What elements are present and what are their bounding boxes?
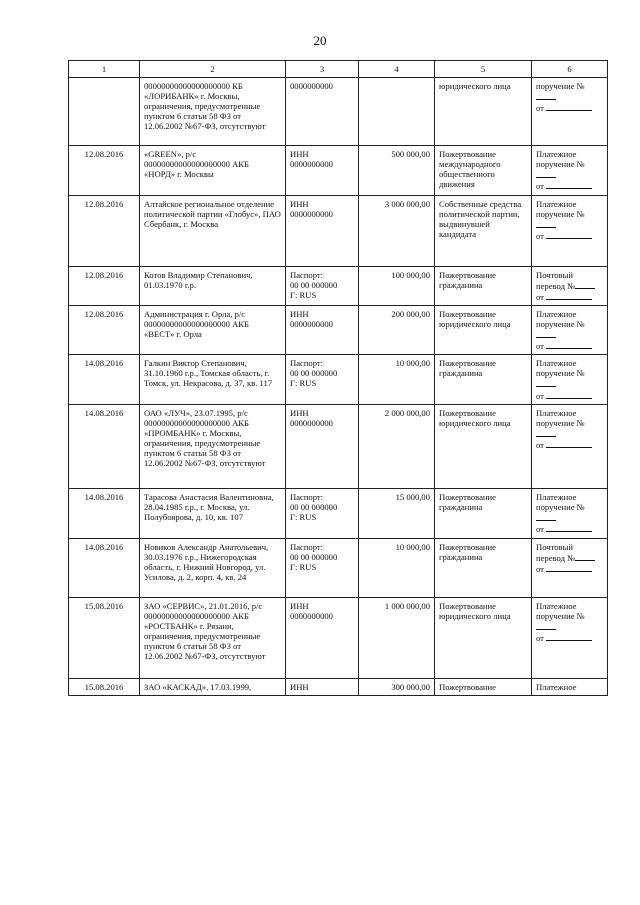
- kind-cell: Пожертвование гражданина: [435, 355, 532, 404]
- document-type: Платежное поручение №: [536, 309, 585, 330]
- document-type: Платежное поручение №: [536, 149, 585, 170]
- date-blank: [546, 563, 592, 572]
- number-blank: [536, 378, 556, 387]
- document-date-label: от: [536, 292, 544, 303]
- document-cell: [532, 678, 608, 695]
- date-cell: 14.08.2016: [69, 404, 140, 488]
- document-date-label: от: [536, 103, 544, 114]
- document-date-label: от: [536, 390, 544, 401]
- date-cell: 12.08.2016: [69, 306, 140, 355]
- document-cell: [532, 146, 608, 196]
- amount-cell: [359, 78, 435, 146]
- id-cell: ИНН: [286, 678, 359, 695]
- date-cell: 14.08.2016: [69, 355, 140, 404]
- number-blank: [536, 91, 556, 100]
- document-cell: [532, 355, 608, 404]
- id-cell: ИНН 0000000000: [286, 597, 359, 678]
- document-date-label: от: [536, 563, 544, 574]
- date-blank: [546, 291, 592, 300]
- date-blank: [546, 340, 592, 349]
- document-cell: [532, 78, 608, 146]
- table-row: [69, 538, 608, 597]
- payer-cell: ЗАО «СЕРВИС», 21.01.2016, р/с 00000000000000000000 АКБ «РОСТБАНК» г. Рязани, ограничения, предусмотренные пунктом 6 статьи 58 ФЗ от 12.06.2002 №67-ФЗ, отсутствуют: [140, 597, 286, 678]
- date-blank: [546, 230, 592, 239]
- payer-cell: Администрация г. Орла, р/с 00000000000000000000 АКБ «ВЕСТ» г. Орла: [140, 306, 286, 355]
- document-cell: [532, 267, 608, 306]
- column-header: 5: [435, 61, 532, 78]
- id-cell: Паспорт: 00 00 000000 Г: RUS: [286, 355, 359, 404]
- id-cell: Паспорт: 00 00 000000 Г: RUS: [286, 538, 359, 597]
- amount-cell: 100 000,00: [359, 267, 435, 306]
- kind-cell: Пожертвование международного общественного движения: [435, 146, 532, 196]
- amount-cell: 2 000 000,00: [359, 404, 435, 488]
- table-row: [69, 146, 608, 196]
- document-type: Почтовый перевод №: [536, 541, 576, 563]
- document-cell: [532, 597, 608, 678]
- amount-cell: 15 000,00: [359, 488, 435, 538]
- column-header: 3: [286, 61, 359, 78]
- table-row: [69, 306, 608, 355]
- payer-cell: Галкин Виктор Степанович, 31.10.1960 г.р., Томская область, г. Томск, ул. Некрасова, д. 37, кв. 117: [140, 355, 286, 404]
- kind-cell: Пожертвование: [435, 678, 532, 695]
- payer-cell: Котов Владимир Степанович, 01.03.1970 г.р.: [140, 267, 286, 306]
- number-blank: [575, 280, 595, 289]
- number-blank: [536, 512, 556, 521]
- amount-cell: 1 000 000,00: [359, 597, 435, 678]
- date-blank: [546, 632, 592, 641]
- table-row: [69, 196, 608, 267]
- amount-cell: 300 000,00: [359, 678, 435, 695]
- table-row: [69, 267, 608, 306]
- document-date-label: от: [536, 341, 544, 352]
- table-row: [69, 355, 608, 404]
- table-row: [69, 404, 608, 488]
- id-cell: ИНН 0000000000: [286, 404, 359, 488]
- payer-cell: 00000000000000000000 КБ «ЛОРИБАНК» г. Москвы, ограничения, предусмотренные пунктом 6 статьи 58 ФЗ от 12.06.2002 №67-ФЗ, отсутствуют: [140, 78, 286, 146]
- document-cell: [532, 538, 608, 597]
- number-blank: [536, 219, 556, 228]
- kind-cell: Пожертвование гражданина: [435, 267, 532, 306]
- document-type: Платежное поручение №: [536, 491, 585, 512]
- document-type: Платежное: [536, 681, 577, 692]
- table-row: [69, 488, 608, 538]
- amount-cell: 3 000 000,00: [359, 196, 435, 267]
- document-date-label: от: [536, 632, 544, 643]
- page-number: 20: [313, 33, 327, 48]
- header-row: [69, 61, 608, 78]
- kind-cell: Пожертвование юридического лица: [435, 597, 532, 678]
- amount-cell: 10 000,00: [359, 355, 435, 404]
- document-cell: [532, 488, 608, 538]
- date-cell: 15.08.2016: [69, 597, 140, 678]
- document-type: Почтовый перевод №: [536, 270, 576, 292]
- table-row: [69, 678, 608, 695]
- date-blank: [546, 523, 592, 532]
- id-cell: ИНН 0000000000: [286, 196, 359, 267]
- document-cell: [532, 196, 608, 267]
- number-blank: [536, 329, 556, 338]
- id-cell: ИНН 0000000000: [286, 306, 359, 355]
- kind-cell: Пожертвование юридического лица: [435, 306, 532, 355]
- table-row: [69, 597, 608, 678]
- id-cell: 0000000000: [286, 78, 359, 146]
- payer-cell: ОАО «ЛУЧ», 23.07.1995, р/с 00000000000000000000 АКБ «ПРОМБАНК» г. Москвы, ограничения, предусмотренные пунктом 6 статьи 58 ФЗ от 12.06.2002 №67-ФЗ, отсутствуют: [140, 404, 286, 488]
- id-cell: ИНН 0000000000: [286, 146, 359, 196]
- number-blank: [575, 552, 595, 561]
- payer-cell: Новиков Александр Анатольевич, 30.03.1976 г.р., Нижегородская область, г. Нижний Новгород, ул. Усилова, д. 2, корп. 4, кв. 24: [140, 538, 286, 597]
- kind-cell: Пожертвование гражданина: [435, 538, 532, 597]
- document-type: Платежное поручение №: [536, 407, 585, 428]
- document-type: Платежное поручение №: [536, 199, 585, 220]
- id-cell: Паспорт: 00 00 000000 Г: RUS: [286, 488, 359, 538]
- id-cell: Паспорт: 00 00 000000 Г: RUS: [286, 267, 359, 306]
- document-date-label: от: [536, 523, 544, 534]
- document-type: поручение №: [536, 81, 585, 92]
- date-cell: 15.08.2016: [69, 678, 140, 695]
- date-blank: [546, 180, 592, 189]
- date-blank: [546, 439, 592, 448]
- date-cell: [69, 78, 140, 146]
- document-date-label: от: [536, 439, 544, 450]
- document-cell: [532, 404, 608, 488]
- payer-cell: «GREEN», р/с 00000000000000000000 АКБ «НОРД» г. Москвы: [140, 146, 286, 196]
- table-row: [69, 78, 608, 146]
- kind-cell: Собственные средства политической партии, выдвинувшей кандидата: [435, 196, 532, 267]
- payer-cell: ЗАО «КАСКАД», 17.03.1999,: [140, 678, 286, 695]
- document-cell: [532, 306, 608, 355]
- document-date-label: от: [536, 231, 544, 242]
- date-cell: 12.08.2016: [69, 146, 140, 196]
- column-header: 4: [359, 61, 435, 78]
- date-blank: [546, 390, 592, 399]
- payer-cell: Тарасова Анастасия Валентиновна, 28.04.1985 г.р., г. Москва, ул. Полубоярова, д. 10, кв. 107: [140, 488, 286, 538]
- amount-cell: 200 000,00: [359, 306, 435, 355]
- date-cell: 12.08.2016: [69, 196, 140, 267]
- payer-cell: Алтайское региональное отделение политической партии «Глобус», ПАО Сбербанк, г. Москва: [140, 196, 286, 267]
- kind-cell: Пожертвование гражданина: [435, 488, 532, 538]
- kind-cell: юридического лица: [435, 78, 532, 146]
- date-cell: 14.08.2016: [69, 538, 140, 597]
- number-blank: [536, 169, 556, 178]
- document-date-label: от: [536, 181, 544, 192]
- donations-table: [68, 60, 608, 696]
- column-header: 1: [69, 61, 140, 78]
- column-header: 6: [532, 61, 608, 78]
- kind-cell: Пожертвование юридического лица: [435, 404, 532, 488]
- number-blank: [536, 621, 556, 630]
- date-cell: 12.08.2016: [69, 267, 140, 306]
- document-type: Платежное поручение №: [536, 600, 585, 621]
- date-blank: [546, 102, 592, 111]
- amount-cell: 500 000,00: [359, 146, 435, 196]
- column-header: 2: [140, 61, 286, 78]
- amount-cell: 10 000,00: [359, 538, 435, 597]
- date-cell: 14.08.2016: [69, 488, 140, 538]
- document-type: Платежное поручение №: [536, 358, 585, 379]
- number-blank: [536, 428, 556, 437]
